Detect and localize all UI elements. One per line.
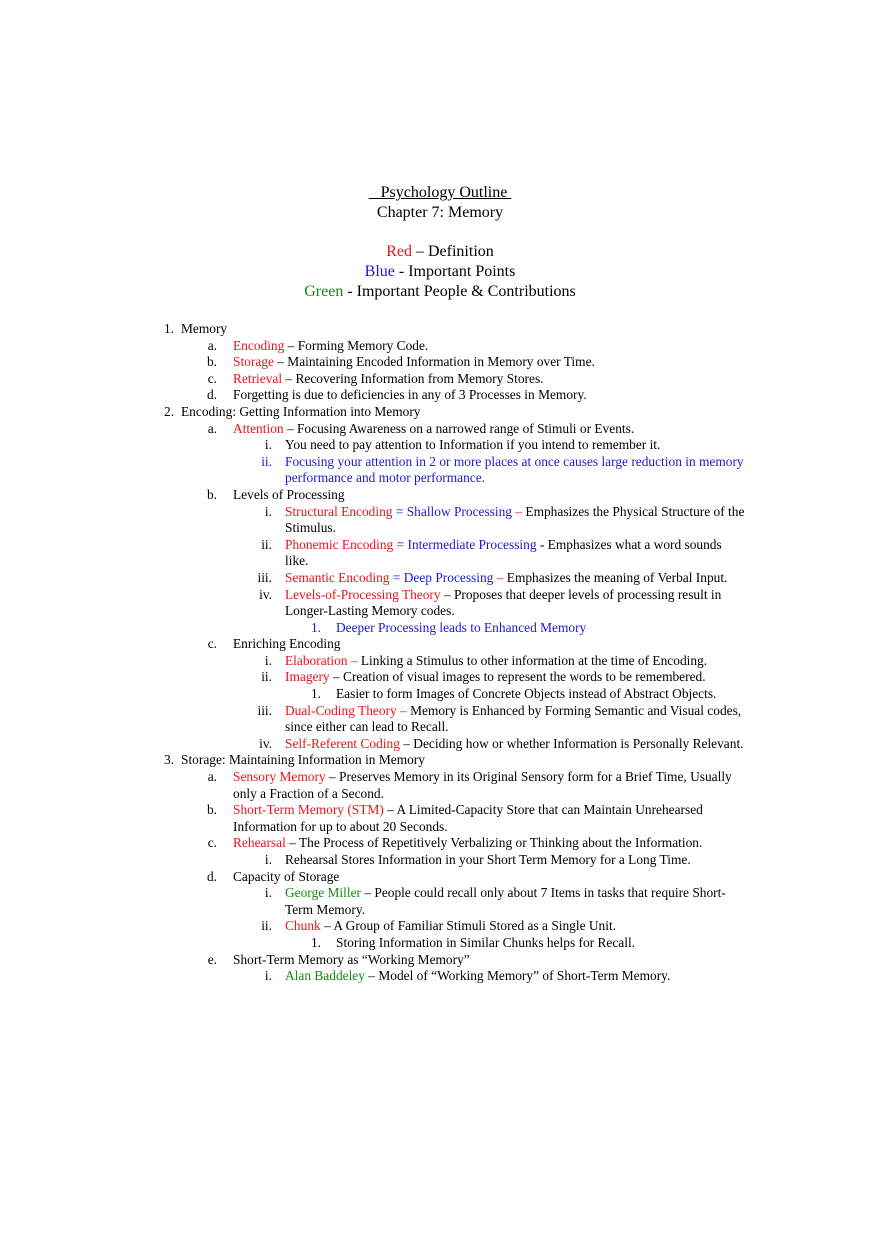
outline-item xyxy=(0,504,880,537)
outline-text: Storage: Maintaining Information in Memory xyxy=(181,752,425,768)
definition-term: Attention xyxy=(233,420,284,436)
outline-item-text xyxy=(233,371,753,388)
important-point: = Deep Processing xyxy=(389,569,494,585)
outline-item-number: b. xyxy=(206,486,217,502)
outline-item xyxy=(0,421,880,438)
outline-item xyxy=(0,537,880,570)
outline-item-number: e. xyxy=(207,951,217,967)
outline-item xyxy=(0,669,880,686)
outline-text: Emphasizes the Physical Structure of the Stimulus. xyxy=(285,503,745,536)
outline-text: Emphasizes the meaning of Verbal Input. xyxy=(506,569,728,585)
important-point: = Intermediate Processing xyxy=(393,536,537,552)
outline-text: – Preserves Memory in its Original Sensory form for a Brief Time, Usually only a Fraction of a Second. xyxy=(233,769,732,801)
outline-item-text xyxy=(285,968,745,985)
outline-item-number: 1. xyxy=(163,321,174,336)
outline-item-text xyxy=(336,620,756,637)
outline-text: – Creation of visual images to represent the words to be remembered. xyxy=(329,669,706,685)
outline-item xyxy=(0,454,880,487)
definition-term: Levels-of-Processing Theory xyxy=(285,586,441,602)
outline-item-text xyxy=(233,487,753,504)
outline-item xyxy=(0,338,880,355)
outline-text: Easier to form Images of Concrete Objects instead of Abstract Objects. xyxy=(336,686,717,702)
definition-term: Self-Referent Coding xyxy=(285,735,400,751)
outline-item-number: ii. xyxy=(261,536,272,552)
outline-item xyxy=(0,769,880,802)
outline-item-number: 1. xyxy=(310,934,321,950)
outline-item-number: ii. xyxy=(261,453,272,469)
outline-text: Capacity of Storage xyxy=(233,868,340,884)
outline-item-number: 3. xyxy=(163,752,174,768)
outline-item-number: i. xyxy=(264,437,272,453)
outline-item-text xyxy=(285,570,745,587)
outline-item-number: d. xyxy=(206,868,217,884)
outline-item xyxy=(0,587,880,620)
outline-text: Levels of Processing xyxy=(233,486,345,502)
definition-term: Dual-Coding Theory – xyxy=(285,702,411,718)
outline-item xyxy=(0,620,880,637)
definition-term: Chunk xyxy=(285,918,321,934)
outline-item xyxy=(0,404,880,421)
outline-item-text xyxy=(285,437,745,454)
outline-item xyxy=(0,686,880,703)
outline-item-number: a. xyxy=(207,337,217,353)
important-point: Deeper Processing leads to Enhanced Memory xyxy=(336,619,587,635)
outline-text: – Deciding how or whether Information is Personally Relevant. xyxy=(399,735,744,751)
outline-item-text xyxy=(285,885,745,918)
outline-item-text xyxy=(181,404,741,421)
outline-text: – Maintaining Encoded Information in Memory over Time. xyxy=(273,354,595,370)
outline-text: Short-Term Memory as “Working Memory” xyxy=(233,951,470,967)
important-person: George Miller xyxy=(285,885,361,901)
outline-text: Forgetting is due to deficiencies in any of 3 Processes in Memory. xyxy=(233,387,587,403)
outline-item-number: c. xyxy=(207,370,217,386)
definition-term: Elaboration – xyxy=(285,652,361,668)
outline-item-number: iv. xyxy=(259,586,272,602)
outline-item-text xyxy=(336,935,756,952)
outline-item xyxy=(0,752,880,769)
outline-item-text xyxy=(233,802,753,835)
outline-item xyxy=(0,935,880,952)
outline-item-text xyxy=(285,852,745,869)
outline-item-number: 1. xyxy=(310,619,321,635)
outline-item-text xyxy=(285,669,745,686)
outline-text: Encoding: Getting Information into Memory xyxy=(181,403,421,419)
definition-term: Sensory Memory xyxy=(233,769,326,785)
legend-red: Red – Definition xyxy=(386,243,494,260)
definition-term: Retrieval xyxy=(233,370,283,386)
definition-term: Storage xyxy=(233,354,274,370)
outline-item-number: i. xyxy=(264,652,272,668)
outline-item-number: 1. xyxy=(310,686,321,702)
outline-item-text xyxy=(233,869,753,886)
outline-item xyxy=(0,636,880,653)
outline-item-text xyxy=(336,686,756,703)
outline-item-text xyxy=(233,636,753,653)
outline-text: – Model of “Working Memory” of Short-Term Memory. xyxy=(364,968,671,984)
outline-item-text xyxy=(285,504,745,537)
outline-item-number: c. xyxy=(207,636,217,652)
outline-item-text xyxy=(285,653,745,670)
outline-item-text xyxy=(233,338,753,355)
outline-text: – Proposes that deeper levels of processing result in Longer-Lasting Memory codes. xyxy=(285,586,722,619)
outline-item-number: iii. xyxy=(257,702,272,718)
outline-item-number: i. xyxy=(264,852,272,867)
outline-item-number: a. xyxy=(207,769,217,785)
outline-item xyxy=(0,802,880,835)
outline-item-number: b. xyxy=(206,354,217,370)
outline-item xyxy=(0,487,880,504)
outline-item-text xyxy=(181,752,741,769)
outline-text: – A Group of Familiar Stimuli Stored as a Single Unit. xyxy=(320,918,617,934)
outline-item-text xyxy=(233,387,753,404)
chapter-heading: Chapter 7: Memory xyxy=(376,204,504,221)
outline-item-text xyxy=(285,736,745,753)
outline-item-text xyxy=(233,952,753,969)
outline-item-number: ii. xyxy=(261,669,272,685)
important-person: Alan Baddeley xyxy=(285,968,365,984)
outline-item-number: i. xyxy=(264,885,272,901)
definition-term: Imagery xyxy=(285,669,330,685)
outline-text: Storing Information in Similar Chunks helps for Recall. xyxy=(336,934,636,950)
outline-item-text xyxy=(233,354,753,371)
outline-text: Memory is Enhanced by Forming Semantic and Visual codes, since either can lead to Recall. xyxy=(285,702,742,735)
outline-text: Enriching Encoding xyxy=(233,636,341,652)
outline-text: You need to pay attention to Information if you intend to remember it. xyxy=(285,437,661,453)
definition-term: Semantic Encoding xyxy=(285,569,390,585)
outline-item xyxy=(0,653,880,670)
outline-item xyxy=(0,570,880,587)
important-point: Focusing your attention in 2 or more places at once causes large reduction in memory performance and motor performance. xyxy=(285,453,744,486)
outline-item-number: a. xyxy=(207,420,217,436)
outline-item-text xyxy=(285,454,745,487)
outline-text: Linking a Stimulus to other information at the time of Encoding. xyxy=(360,652,708,668)
outline-item-text xyxy=(233,769,753,802)
definition-term: – xyxy=(493,569,507,585)
outline-item xyxy=(0,952,880,969)
legend-blue: Blue - Important Points xyxy=(364,263,516,280)
outline-text: Rehearsal Stores Information in your Short Term Memory for a Long Time. xyxy=(285,852,691,867)
outline-item-number: i. xyxy=(264,968,272,984)
outline-item xyxy=(0,835,880,852)
outline-item-number: iii. xyxy=(257,569,272,585)
important-point: = Shallow Processing xyxy=(392,503,512,519)
outline-item-number: 2. xyxy=(163,403,174,419)
outline-text: – People could recall only about 7 Items in tasks that require Short-Term Memory. xyxy=(285,885,726,917)
outline-item xyxy=(0,387,880,404)
outline-item xyxy=(0,354,880,371)
outline-text: Memory xyxy=(181,321,228,336)
definition-term: Short-Term Memory (STM) xyxy=(233,802,384,818)
outline-text: – Recovering Information from Memory Stores. xyxy=(282,370,544,386)
outline-item xyxy=(0,321,880,338)
outline-item-text xyxy=(181,321,741,338)
definition-term: Structural Encoding xyxy=(285,503,393,519)
outline-list xyxy=(0,321,880,985)
definition-term: Rehearsal xyxy=(233,835,286,851)
outline-item-text xyxy=(285,703,745,736)
outline-item-number: d. xyxy=(206,387,217,403)
outline-item-number: c. xyxy=(207,835,217,851)
outline-text: – Forming Memory Code. xyxy=(284,337,429,353)
outline-text: - Emphasizes what a word sounds like. xyxy=(285,536,722,569)
outline-item xyxy=(0,885,880,918)
outline-item-text xyxy=(233,421,753,438)
outline-text: – The Process of Repetitively Verbalizing or Thinking about the Information. xyxy=(285,835,703,851)
outline-item xyxy=(0,918,880,935)
outline-item-number: b. xyxy=(206,802,217,818)
outline-item-text xyxy=(285,587,745,620)
outline-item-number: ii. xyxy=(261,918,272,934)
outline-item-number: iv. xyxy=(259,735,272,751)
outline-item xyxy=(0,968,880,985)
legend-green: Green - Important People & Contributions xyxy=(304,283,576,300)
definition-term: Encoding xyxy=(233,337,285,353)
outline-item xyxy=(0,371,880,388)
outline-item xyxy=(0,736,880,753)
outline-item-number: i. xyxy=(264,503,272,519)
definition-term: – xyxy=(512,503,526,519)
outline-item-text xyxy=(233,835,753,852)
outline-item xyxy=(0,869,880,886)
definition-term: Phonemic Encoding xyxy=(285,536,394,552)
outline-text: – A Limited-Capacity Store that can Maintain Unrehearsed Information for up to about 20 Seconds. xyxy=(233,802,703,834)
outline-item xyxy=(0,852,880,869)
outline-item-text xyxy=(285,537,745,570)
page-title: Psychology Outline xyxy=(368,184,512,201)
outline-item xyxy=(0,703,880,736)
outline-item xyxy=(0,437,880,454)
outline-text: – Focusing Awareness on a narrowed range of Stimuli or Events. xyxy=(283,420,635,436)
outline-item-text xyxy=(285,918,745,935)
